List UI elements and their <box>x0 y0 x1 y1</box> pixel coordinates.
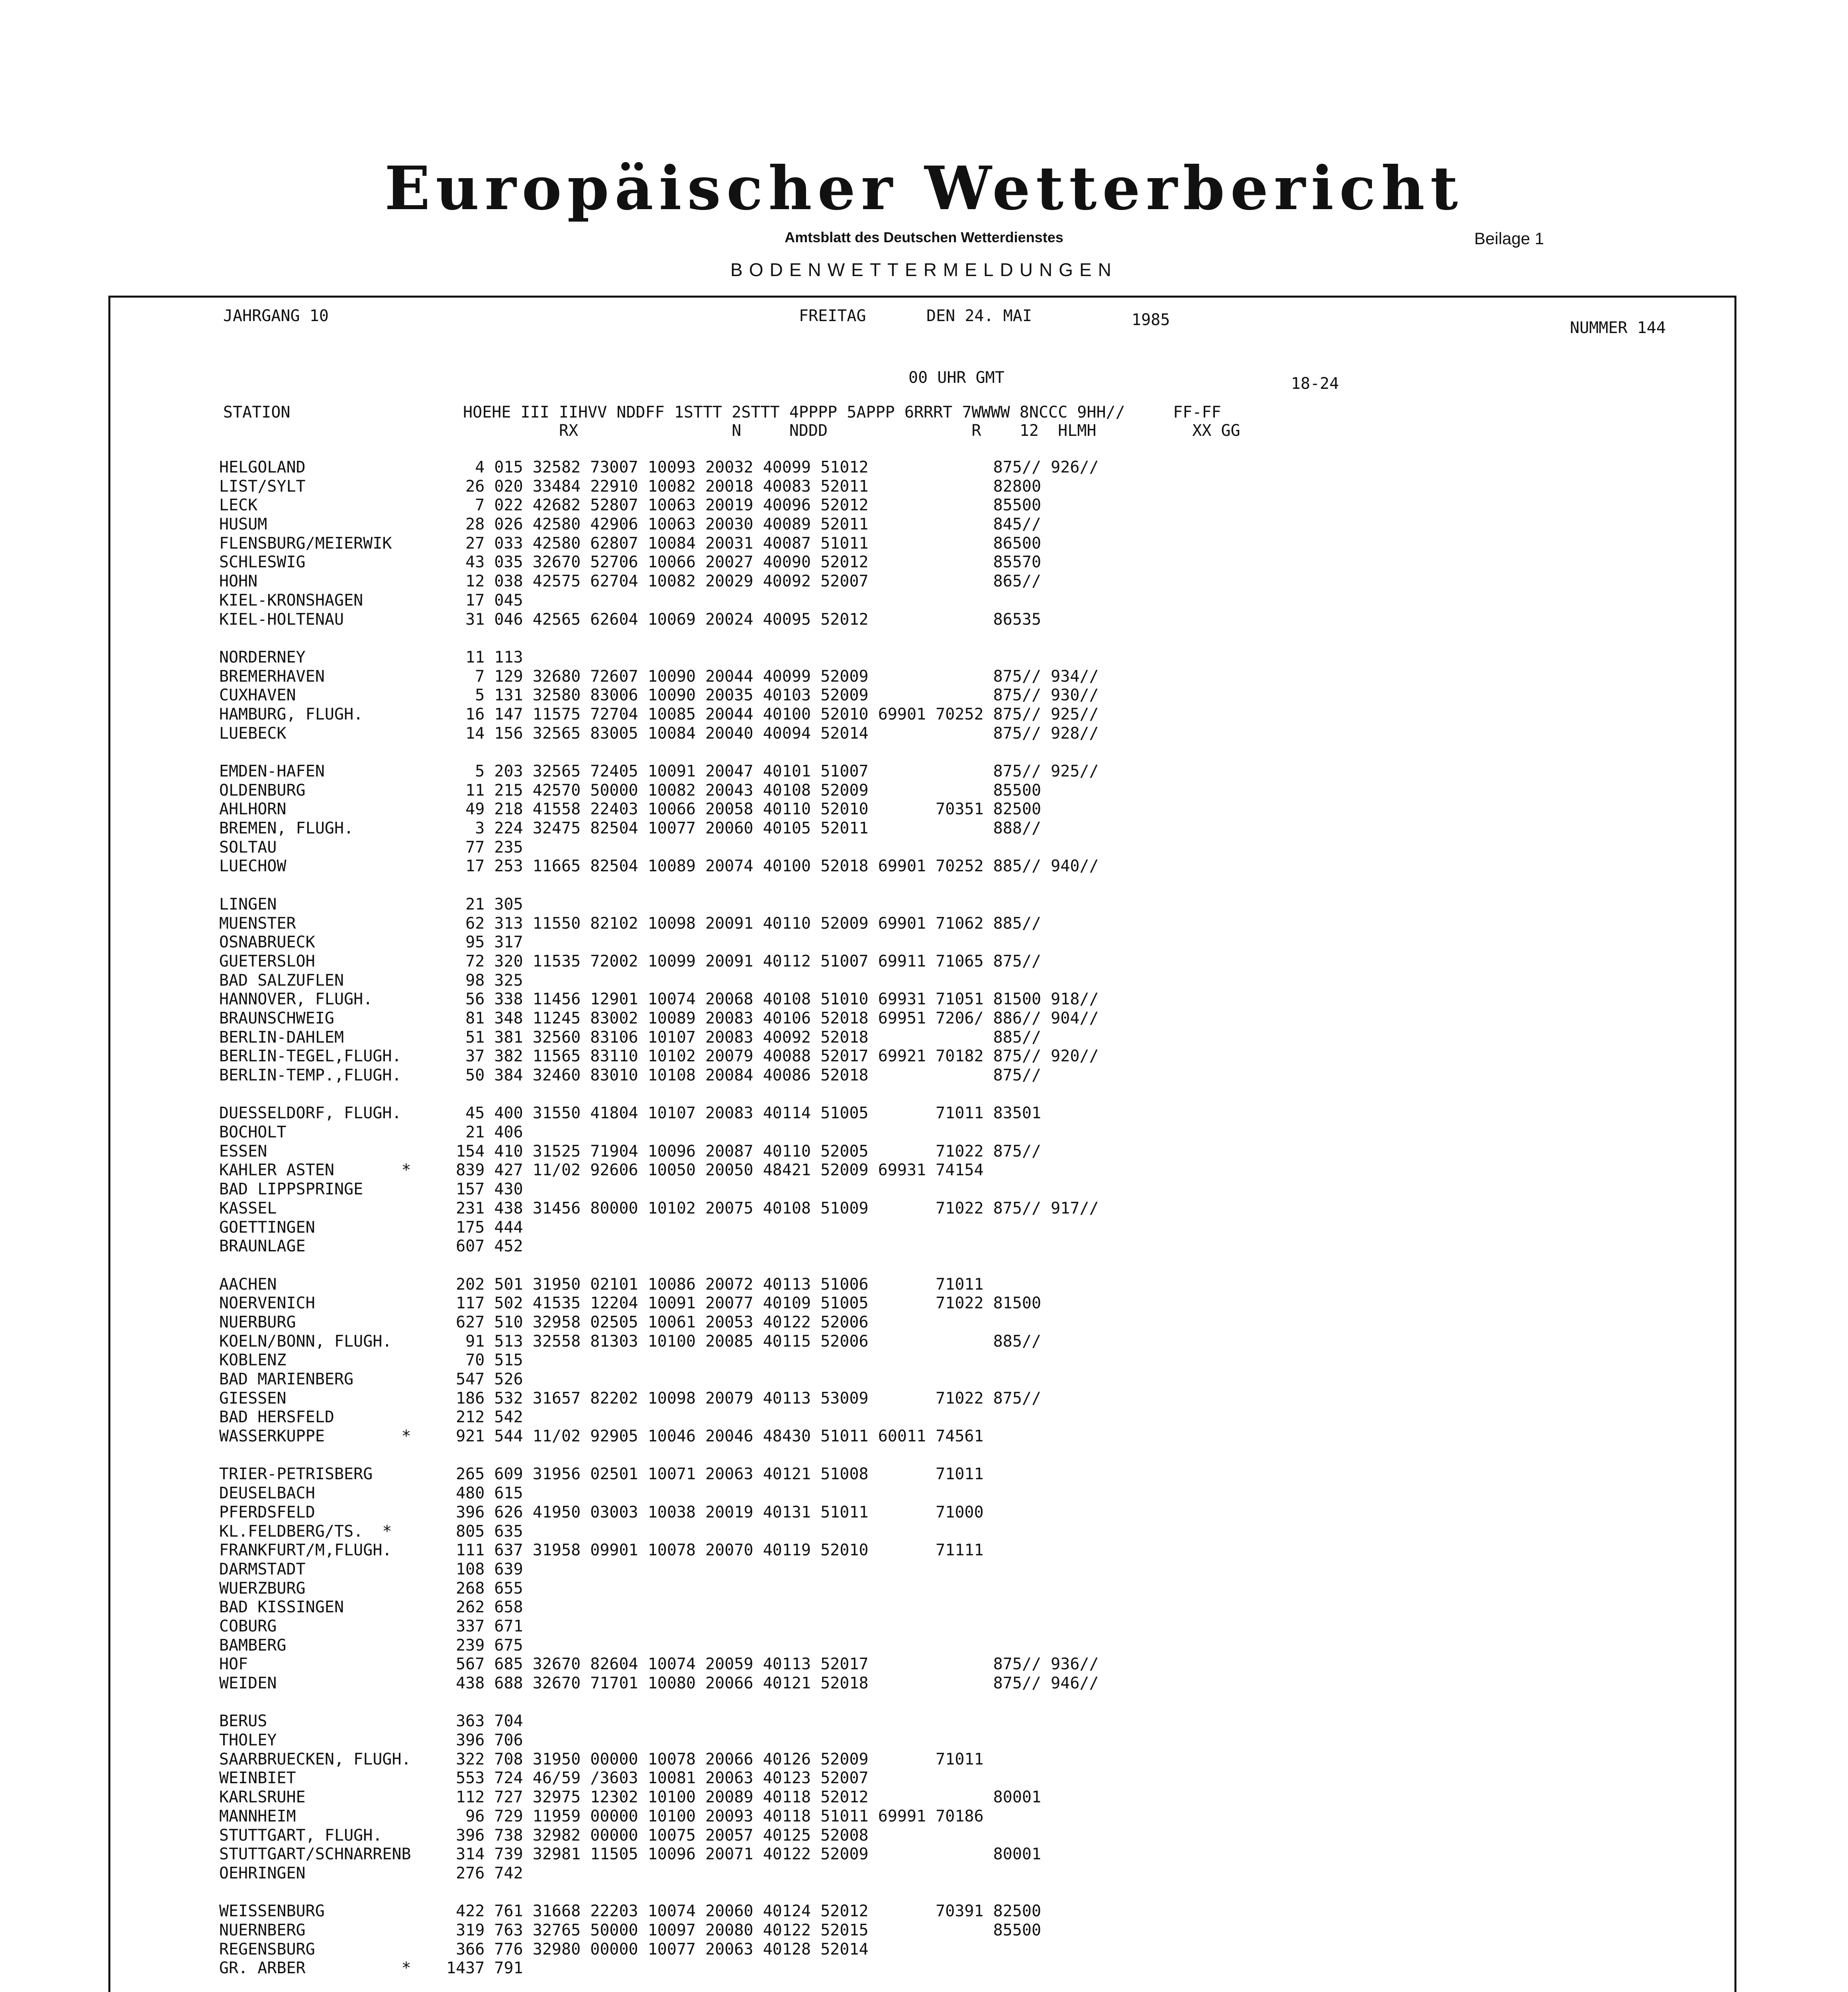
station-values: 322 708 31950 00000 10078 20066 40126 52009 71011 <box>446 1750 984 1768</box>
station-name: NUERNBERG <box>219 1921 306 1939</box>
station-name: KARLSRUHE <box>219 1788 306 1807</box>
station-name: STUTTGART/SCHNARRENB <box>219 1845 411 1864</box>
station-values: 1437 791 <box>446 1959 523 1978</box>
station-name: HOF <box>219 1655 248 1674</box>
station-name: BREMERHAVEN <box>219 667 325 686</box>
station-values: 62 313 11550 82102 10098 20091 40110 52009 69901 71062 885// <box>446 914 1042 933</box>
station-values: 268 655 <box>446 1579 523 1598</box>
year-label: 1985 <box>1132 311 1170 329</box>
station-values: 3 224 32475 82504 10077 20060 40105 52011 888// <box>446 819 1042 838</box>
station-values <box>446 1978 1185 1992</box>
station-values: 31 046 42565 62604 10069 20024 40095 52012 86535 <box>446 610 1042 629</box>
station-values: 17 253 11665 82504 10089 20074 40100 52018 69901 70252 885// 940// <box>446 857 1099 876</box>
station-name: HELGOLAND <box>219 458 306 476</box>
station-name: BERLIN-DAHLEM <box>219 1028 344 1047</box>
station-values: 11 215 42570 50000 10082 20043 40108 52009 85500 <box>446 781 1042 800</box>
column-header-line2: RX N NDDD R 12 HLMH XX GG <box>223 422 1240 440</box>
station-name: AACHEN <box>219 1275 277 1294</box>
station-name: NOERVENICH <box>219 1294 315 1313</box>
station-name: KAHLER ASTEN * <box>219 1161 411 1180</box>
station-values: 56 338 11456 12901 10074 20068 40108 51010 69931 71051 81500 918// <box>446 990 1099 1009</box>
station-name: DUESSELDORF, FLUGH. <box>219 1104 402 1123</box>
page-title: Europäischer Wetterbericht <box>385 153 1463 224</box>
station-name: CUXHAVEN <box>219 686 296 705</box>
station-name: AHLHORN <box>219 800 286 819</box>
station-name: FRANKFURT/M,FLUGH. <box>219 1541 392 1560</box>
station-values: 37 382 11565 83110 10102 20079 40088 52017 69921 70182 875// 920// <box>446 1047 1099 1066</box>
station-name: BAD SALZUFLEN <box>219 971 344 990</box>
station-values: 547 526 <box>446 1370 523 1388</box>
station-name: BAD KISSINGEN <box>219 1598 344 1617</box>
station-values: 4 015 32582 73007 10093 20032 40099 51012 875// 926// <box>446 458 1099 476</box>
station-values: 186 532 31657 82202 10098 20079 40113 53009 71022 875// <box>446 1389 1042 1408</box>
station-name: STUTTGART, FLUGH. <box>219 1826 383 1845</box>
value-column <box>446 458 1185 1992</box>
station-name <box>219 1693 411 1712</box>
station-name: KL.FELDBERG/TS. * <box>219 1522 392 1541</box>
station-name: GIESSEN <box>219 1389 286 1408</box>
station-name: LECK <box>219 496 258 515</box>
observation-time: 00 UHR GMT <box>908 369 1004 387</box>
station-name: ESSEN <box>219 1142 267 1161</box>
station-values: 11 113 <box>446 648 523 667</box>
station-values <box>446 1085 1185 1104</box>
station-values: 72 320 11535 72002 10099 20091 40112 51007 69911 71065 875// <box>446 952 1042 971</box>
station-name: SAARBRUECKEN, FLUGH. <box>219 1750 411 1768</box>
station-values: 154 410 31525 71904 10096 20087 40110 52005 71022 875// <box>446 1142 1042 1161</box>
station-name <box>219 743 411 762</box>
station-name <box>219 876 411 895</box>
station-values: 262 658 <box>446 1598 523 1617</box>
station-name: KASSEL <box>219 1199 277 1218</box>
station-name: BERLIN-TEMP.,FLUGH. <box>219 1066 402 1084</box>
station-name: EMDEN-HAFEN <box>219 762 325 780</box>
station-values: 17 045 <box>446 591 523 610</box>
station-name: HUSUM <box>219 515 267 534</box>
station-name: DARMSTADT <box>219 1560 306 1578</box>
station-values: 81 348 11245 83002 10089 20083 40106 52018 69951 7206/ 886// 904// <box>446 1009 1099 1027</box>
station-values: 337 671 <box>446 1617 523 1635</box>
station-name: KOBLENZ <box>219 1351 286 1370</box>
station-name: KIEL-HOLTENAU <box>219 610 344 629</box>
station-name <box>219 1446 411 1465</box>
station-values: 396 626 41950 03003 10038 20019 40131 51011 71000 <box>446 1503 984 1521</box>
station-name: THOLEY <box>219 1731 277 1750</box>
station-values <box>446 1693 1185 1712</box>
station-values <box>446 1883 1185 1902</box>
station-values: 7 022 42682 52807 10063 20019 40096 52012 85500 <box>446 496 1042 515</box>
station-name: BERUS <box>219 1712 267 1731</box>
station-values: 212 542 <box>446 1408 523 1427</box>
station-name: MANNHEIM <box>219 1807 296 1825</box>
jahrgang-label: JAHRGANG 10 <box>223 307 329 325</box>
station-name: HANNOVER, FLUGH. <box>219 990 373 1009</box>
station-name: BAMBERG <box>219 1636 286 1655</box>
issue-number: NUMMER 144 <box>1570 319 1666 337</box>
station-name: GUETERSLOH <box>219 952 315 971</box>
station-values: 5 203 32565 72405 10091 20047 40101 51007 875// 925// <box>446 762 1099 780</box>
station-values: 175 444 <box>446 1218 523 1237</box>
station-name: BOCHOLT <box>219 1123 286 1142</box>
station-name: OLDENBURG <box>219 781 306 800</box>
station-column <box>219 458 411 1992</box>
station-values: 95 317 <box>446 933 523 952</box>
station-name: BAD HERSFELD <box>219 1408 334 1427</box>
beilage-label: Beilage 1 <box>1474 229 1544 248</box>
station-values: 108 639 <box>446 1560 523 1578</box>
station-name: GOETTINGEN <box>219 1218 315 1237</box>
station-name: BREMEN, FLUGH. <box>219 819 354 838</box>
station-values: 16 147 11575 72704 10085 20044 40100 52010 69901 70252 875// 925// <box>446 705 1099 723</box>
station-name <box>219 1085 411 1104</box>
station-name: BAD MARIENBERG <box>219 1370 354 1388</box>
station-name: WEINBIET <box>219 1769 296 1788</box>
station-values: 607 452 <box>446 1237 523 1256</box>
station-name: WUERZBURG <box>219 1579 306 1598</box>
station-name: OSNABRUECK <box>219 933 315 952</box>
station-values: 51 381 32560 83106 10107 20083 40092 52018 885// <box>446 1028 1042 1047</box>
station-values <box>446 876 1185 895</box>
station-name: KOELN/BONN, FLUGH. <box>219 1332 392 1351</box>
station-name: HAMBURG, FLUGH. <box>219 705 363 723</box>
station-name: BERLIN-TEGEL,FLUGH. <box>219 1047 402 1066</box>
station-name: BRAUNSCHWEIG <box>219 1009 334 1027</box>
station-name: TRIER-PETRISBERG <box>219 1465 373 1484</box>
station-values: 96 729 11959 00000 10100 20093 40118 51011 69991 70186 <box>446 1807 984 1825</box>
station-values: 28 026 42580 42906 10063 20030 40089 52011 845// <box>446 515 1042 534</box>
station-name: LUEBECK <box>219 724 286 743</box>
station-values <box>446 743 1185 762</box>
station-name: OEHRINGEN <box>219 1864 306 1882</box>
station-values: 627 510 32958 02505 10061 20053 40122 52006 <box>446 1313 869 1331</box>
station-values: 70 515 <box>446 1351 523 1370</box>
station-values: 231 438 31456 80000 10102 20075 40108 51009 71022 875// 917// <box>446 1199 1099 1218</box>
station-name: NORDERNEY <box>219 648 306 667</box>
station-name: BAD LIPPSPRINGE <box>219 1180 363 1199</box>
station-values: 5 131 32580 83006 10090 20035 40103 52009 875// 930// <box>446 686 1099 705</box>
station-values: 363 704 <box>446 1712 523 1731</box>
station-values: 111 637 31958 09901 10078 20070 40119 52010 71111 <box>446 1541 984 1560</box>
station-values: 112 727 32975 12302 10100 20089 40118 52012 80001 <box>446 1788 1042 1807</box>
station-name: HOHN <box>219 572 258 591</box>
station-values: 117 502 41535 12204 10091 20077 40109 51005 71022 81500 <box>446 1294 1042 1313</box>
station-name: WEISSENBURG <box>219 1902 325 1921</box>
station-values: 805 635 <box>446 1522 523 1541</box>
station-values: 366 776 32980 00000 10077 20063 40128 52014 <box>446 1940 869 1959</box>
station-values: 553 724 46/59 /3603 10081 20063 40123 52007 <box>446 1769 869 1788</box>
page-subtitle: Amtsblatt des Deutschen Wetterdienstes <box>785 229 1063 245</box>
station-values: 396 738 32982 00000 10075 20057 40125 52008 <box>446 1826 869 1845</box>
station-name: LINGEN <box>219 895 277 914</box>
day-label: FREITAG <box>799 307 866 325</box>
station-values <box>446 629 1185 648</box>
station-name: KIEL-KRONSHAGEN <box>219 591 363 610</box>
station-values: 27 033 42580 62807 10084 20031 40087 51011 86500 <box>446 534 1042 553</box>
station-name: NUERBURG <box>219 1313 296 1331</box>
station-values: 14 156 32565 83005 10084 20040 40094 52014 875// 928// <box>446 724 1099 743</box>
station-values: 45 400 31550 41804 10107 20083 40114 51005 71011 83501 <box>446 1104 1042 1123</box>
station-values: 77 235 <box>446 838 523 857</box>
station-values: 239 675 <box>446 1636 523 1655</box>
station-name: GR. ARBER * <box>219 1959 411 1978</box>
station-name: WASSERKUPPE * <box>219 1427 411 1446</box>
station-values: 26 020 33484 22910 10082 20018 40083 52011 82800 <box>446 477 1042 496</box>
station-values: 21 305 <box>446 895 523 914</box>
station-name: COBURG <box>219 1617 277 1635</box>
station-values: 265 609 31956 02501 10071 20063 40121 51008 71011 <box>446 1465 984 1484</box>
station-values: 91 513 32558 81303 10100 20085 40115 52006 885// <box>446 1332 1042 1351</box>
station-values <box>446 1446 1185 1465</box>
station-name <box>219 1883 411 1902</box>
station-values: 314 739 32981 11505 10096 20071 40122 52009 80001 <box>446 1845 1042 1864</box>
station-values: 7 129 32680 72607 10090 20044 40099 52009 875// 934// <box>446 667 1099 686</box>
station-values: 319 763 32765 50000 10097 20080 40122 52015 85500 <box>446 1921 1042 1939</box>
station-name <box>219 629 411 648</box>
date-label: DEN 24. MAI <box>926 307 1032 325</box>
station-values: 438 688 32670 71701 10080 20066 40121 52018 875// 946// <box>446 1674 1099 1692</box>
column-header-line1: STATION HOEHE III IIHVV NDDFF 1STTT 2STTT 4PPPP 5APPP 6RRRT 7WWWW 8NCCC 9HH// FF-FF <box>223 403 1221 422</box>
station-values: 21 406 <box>446 1123 523 1142</box>
station-values: 43 035 32670 52706 10066 20027 40090 52012 85570 <box>446 553 1042 572</box>
station-name: REGENSBURG <box>219 1940 315 1959</box>
station-values: 422 761 31668 22203 10074 20060 40124 52012 70391 82500 <box>446 1902 1042 1921</box>
station-name: LUECHOW <box>219 857 286 876</box>
station-name: LIST/SYLT <box>219 477 306 496</box>
station-name: SCHLESWIG <box>219 553 306 572</box>
station-values: 50 384 32460 83010 10108 20084 40086 52018 875// <box>446 1066 1042 1084</box>
period-label: 18-24 <box>1291 374 1339 393</box>
station-values: 202 501 31950 02101 10086 20072 40113 51006 71011 <box>446 1275 984 1294</box>
station-name: SOLTAU <box>219 838 277 857</box>
station-values <box>446 1256 1185 1275</box>
station-name: WEIDEN <box>219 1674 277 1692</box>
station-values: 276 742 <box>446 1864 523 1882</box>
station-values: 921 544 11/02 92905 10046 20046 48430 51011 60011 74561 <box>446 1427 984 1446</box>
station-name <box>219 1978 411 1992</box>
station-name: DEUSELBACH <box>219 1484 315 1503</box>
station-values: 98 325 <box>446 971 523 990</box>
station-name: FLENSBURG/MEIERWIK <box>219 534 392 553</box>
station-values: 396 706 <box>446 1731 523 1750</box>
station-values: 567 685 32670 82604 10074 20059 40113 52017 875// 936// <box>446 1655 1099 1674</box>
station-name: MUENSTER <box>219 914 296 933</box>
station-name: BRAUNLAGE <box>219 1237 306 1256</box>
station-values: 480 615 <box>446 1484 523 1503</box>
station-values: 12 038 42575 62704 10082 20029 40092 52007 865// <box>446 572 1042 591</box>
station-name: PFERDSFELD <box>219 1503 315 1521</box>
section-title: BODENWETTERMELDUNGEN <box>730 259 1118 280</box>
station-values: 839 427 11/02 92606 10050 20050 48421 52009 69931 74154 <box>446 1161 984 1180</box>
station-values: 157 430 <box>446 1180 523 1199</box>
station-name <box>219 1256 411 1275</box>
station-values: 49 218 41558 22403 10066 20058 40110 52010 70351 82500 <box>446 800 1042 819</box>
